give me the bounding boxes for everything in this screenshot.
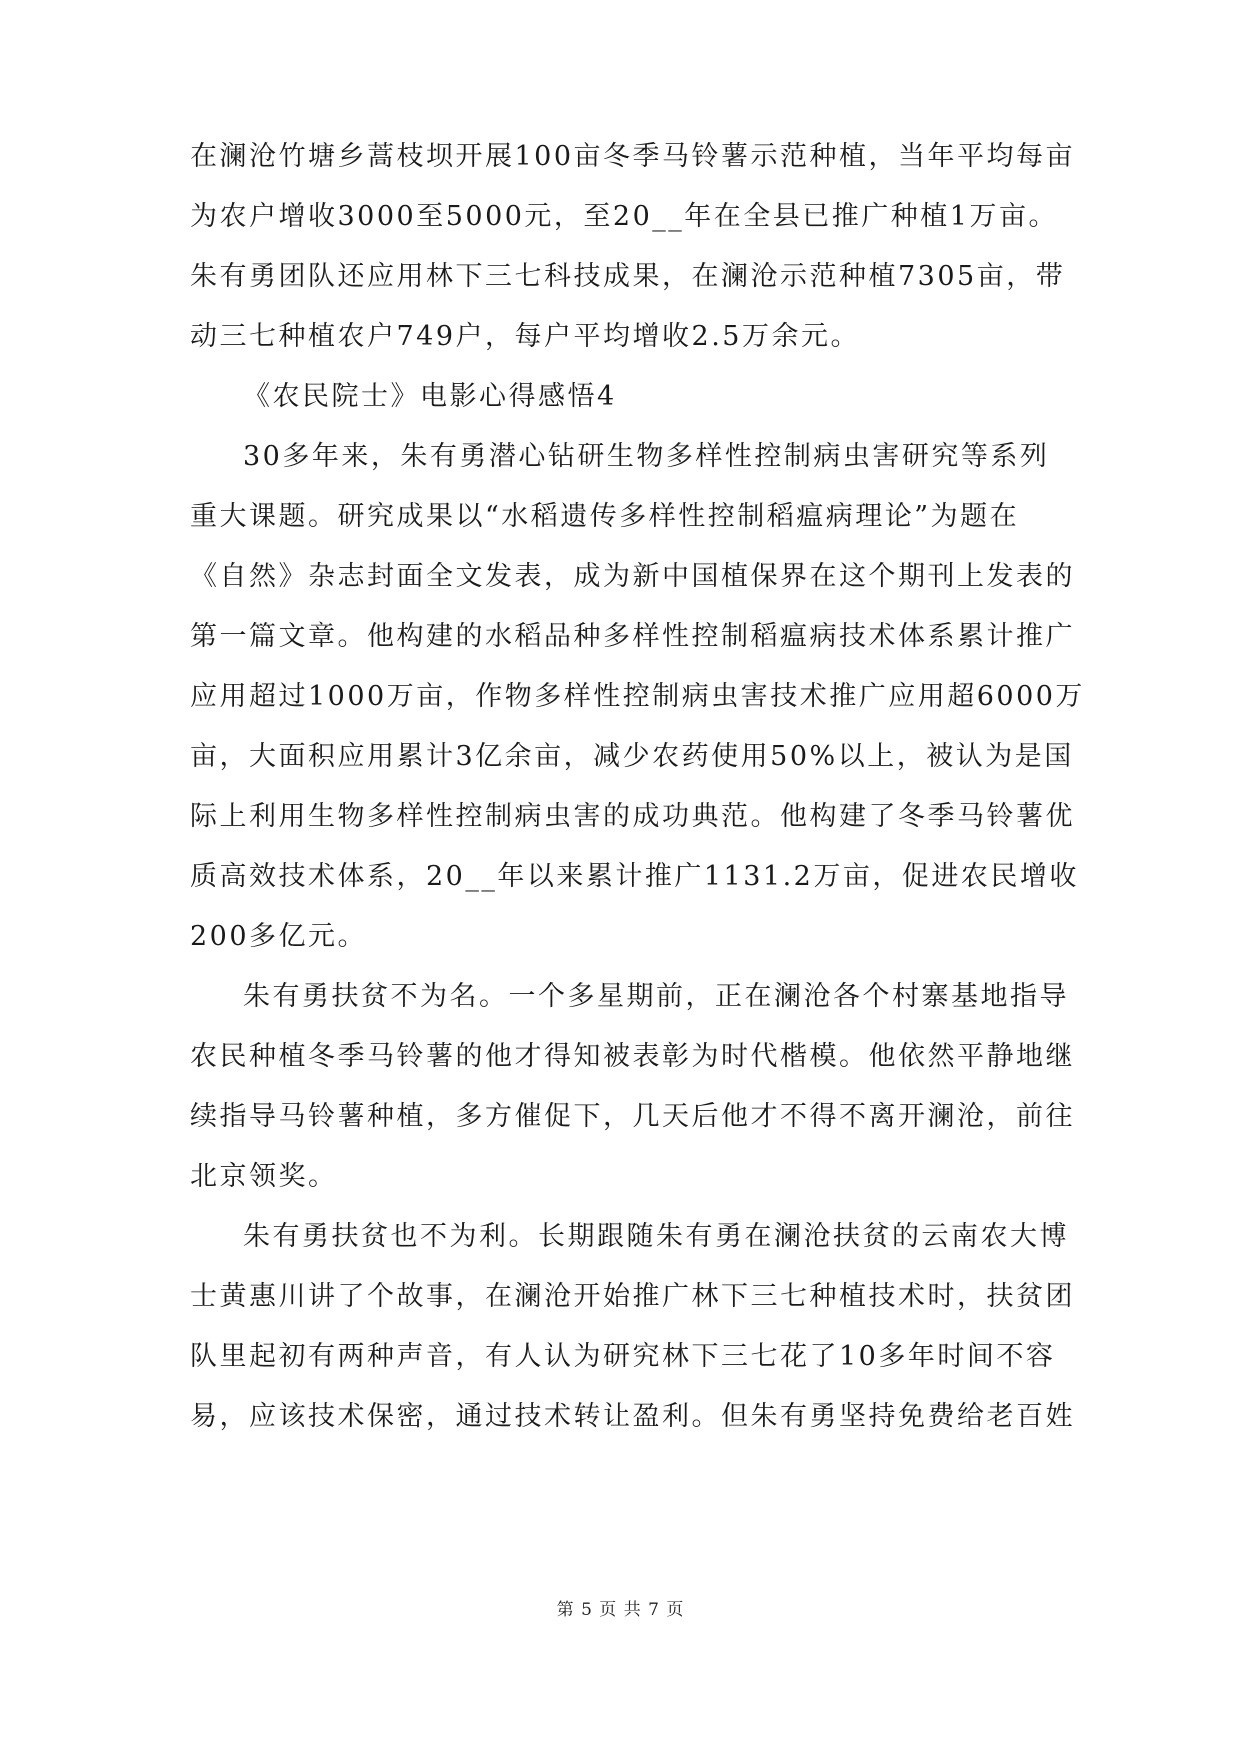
text-line: 为农户增收3000至5000元，至20__年在全县已推广种植1万亩。 <box>190 201 1058 232</box>
text-line: 第一篇文章。他构建的水稻品种多样性控制稻瘟病技术体系累计推广 <box>190 621 1075 652</box>
text-line: 北京领奖。 <box>190 1161 338 1192</box>
text-line: 30多年来，朱有勇潜心钻研生物多样性控制病虫害研究等系列 <box>243 441 1050 472</box>
text-line: 朱有勇团队还应用林下三七科技成果，在澜沧示范种植7305亩，带 <box>190 261 1066 292</box>
text-line: 朱有勇扶贫不为名。一个多星期前，正在澜沧各个村寨基地指导 <box>243 981 1069 1012</box>
text-line: 应用超过1000万亩，作物多样性控制病虫害技术推广应用超6000万 <box>190 681 1085 712</box>
text-line: 动三七种植农户749户，每户平均增收2.5万余元。 <box>190 321 860 352</box>
text-line: 朱有勇扶贫也不为利。长期跟随朱有勇在澜沧扶贫的云南农大博 <box>243 1221 1069 1252</box>
text-line: 200多亿元。 <box>190 921 368 952</box>
text-line: 易，应该技术保密，通过技术转让盈利。但朱有勇坚持免费给老百姓 <box>190 1401 1075 1432</box>
text-line: 亩，大面积应用累计3亿余亩，减少农药使用50%以上，被认为是国 <box>190 741 1074 772</box>
text-line: 队里起初有两种声音，有人认为研究林下三七花了10多年时间不容 <box>190 1341 1056 1372</box>
text-line: 际上利用生物多样性控制病虫害的成功典范。他构建了冬季马铃薯优 <box>190 801 1075 832</box>
text-line: 重大课题。研究成果以“水稻遗传多样性控制稻瘟病理论”为题在 <box>190 501 1020 532</box>
text-line: 续指导马铃薯种植，多方催促下，几天后他才不得不离开澜沧，前往 <box>190 1101 1075 1132</box>
text-line: 农民种植冬季马铃薯的他才得知被表彰为时代楷模。他依然平静地继 <box>190 1041 1075 1072</box>
text-line: 在澜沧竹塘乡蒿枝坝开展100亩冬季马铃薯示范种植，当年平均每亩 <box>190 141 1076 172</box>
section-heading: 《农民院士》电影心得感悟4 <box>243 381 617 412</box>
page-number-footer: 第 5 页 共 7 页 <box>556 1600 685 1620</box>
text-line: 质高效技术体系，20__年以来累计推广1131.2万亩，促进农民增收 <box>190 861 1079 892</box>
text-line: 士黄惠川讲了个故事，在澜沧开始推广林下三七种植技术时，扶贫团 <box>190 1281 1075 1312</box>
text-line: 《自然》杂志封面全文发表，成为新中国植保界在这个期刊上发表的 <box>190 561 1075 592</box>
